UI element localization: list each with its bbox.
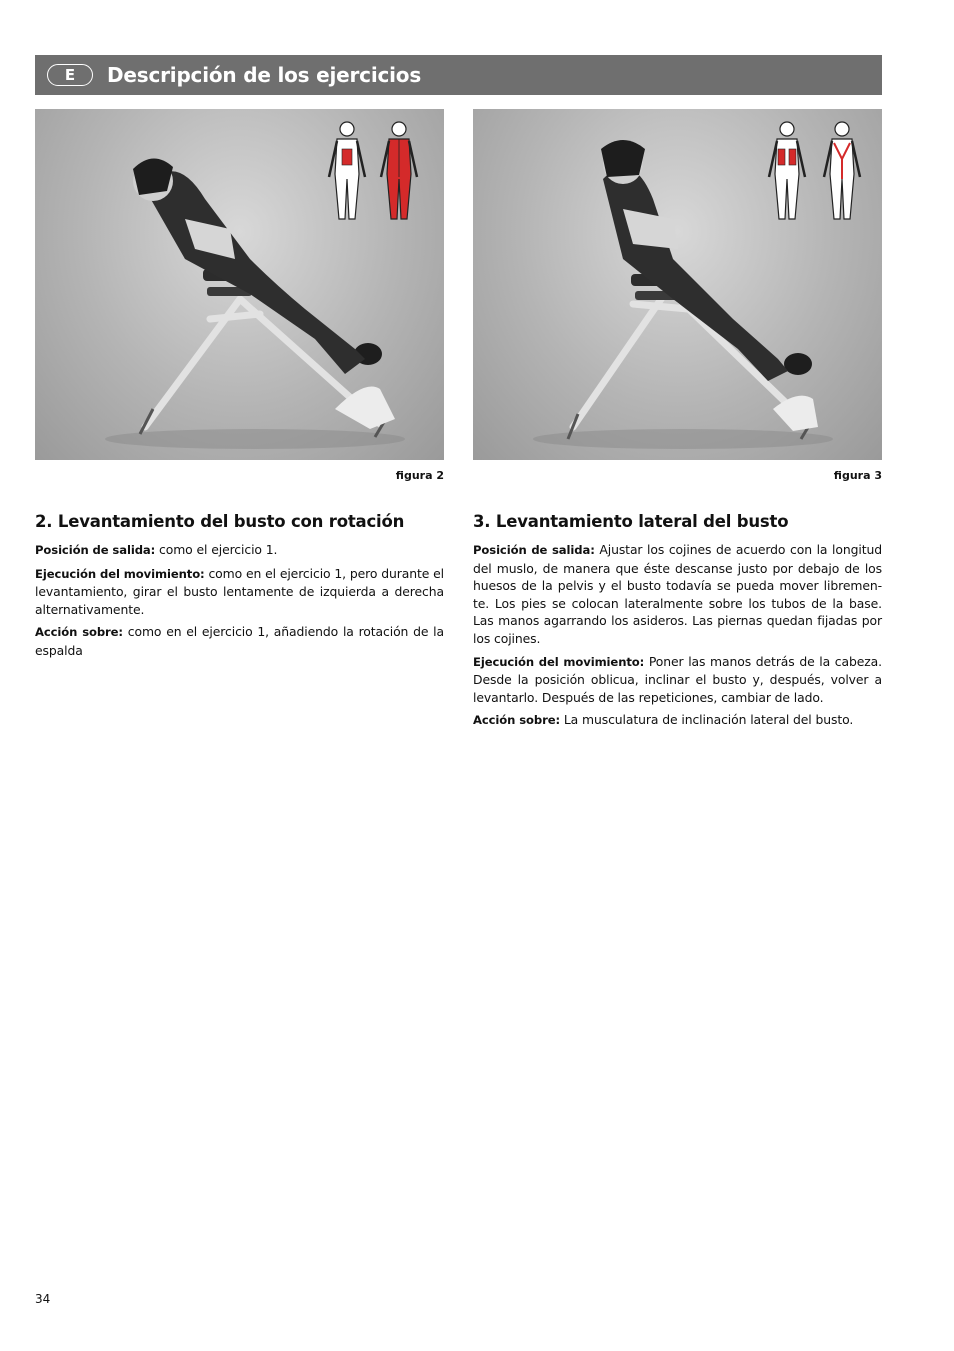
page-number: 34 [35, 1292, 51, 1306]
paragraph-action: Acción sobre: como en el ejercicio 1, añadiendo la rotación de la espalda [35, 624, 444, 658]
figure-caption: figura 2 [395, 469, 444, 482]
paragraph-action: Acción sobre: La musculatura de inclinación lateral del busto. [473, 712, 854, 728]
muscle-diagram-front-icon [329, 122, 365, 219]
language-badge: E [47, 64, 93, 86]
section-header [35, 55, 882, 95]
muscle-diagram-back-icon [381, 122, 417, 219]
section-heading: 2. Levantamiento del busto con rotación [35, 512, 405, 531]
muscle-diagram-back-icon [824, 122, 860, 219]
paragraph-movement: Ejecución del movimiento: Poner las manos detrás de la cabeza. Desde la posición oblicua, inclinar el busto y, después, volver a levantarlo. Después de las repeticiones, cambiar de lado. [473, 653, 882, 705]
muscle-diagram-front-icon [769, 122, 805, 219]
paragraph-start-position: Posición de salida: como el ejercicio 1. [35, 542, 278, 557]
section-heading: 3. Levantamiento lateral del busto [473, 512, 789, 531]
exercise-section-2 [35, 512, 444, 665]
paragraph-start-position: Posición de salida: Ajustar los cojines de acuerdo con la longitud del muslo, de manera que éste descanse justo por debajo de los huesos de la pelvis y el busto todavía se pueda mover libremen-te. Los pies se colocan lateralmente sobre los tubos de la base. Las manos agarrando los asideros. Las piernas quedan fijadas por los cojines. [473, 542, 882, 646]
exercise-photo-3 [473, 109, 882, 460]
exercise-photo-2 [35, 109, 444, 460]
paragraph-movement: Ejecución del movimiento: como en el ejercicio 1, pero durante el levantamiento, girar el busto lentamente de izquierda a derecha alternativamente. [35, 565, 444, 617]
page-title: Descripción de los ejercicios [107, 63, 422, 87]
exercise-section-3 [473, 512, 882, 735]
figure-caption: figura 3 [833, 469, 882, 482]
